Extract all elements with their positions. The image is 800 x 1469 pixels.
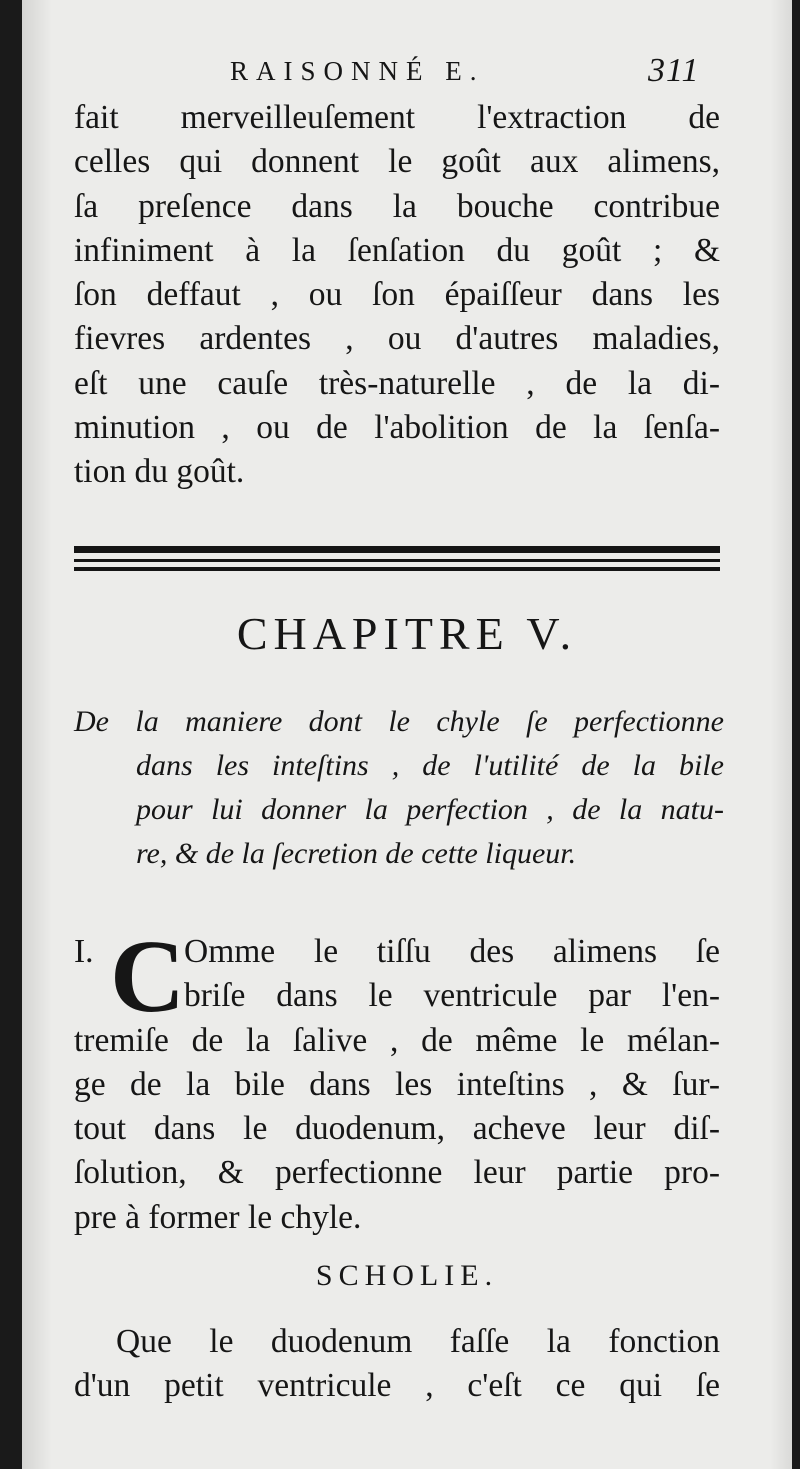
text-line: ge de la bile dans les inteſtins , & ſur- xyxy=(74,1065,720,1103)
text-line: tout dans le duodenum, acheve leur diſ- xyxy=(74,1110,720,1148)
text-line: Omme le tiſſu des alimens ſe xyxy=(184,933,720,970)
scholie-paragraph xyxy=(74,1320,720,1409)
text-line: ſon deffaut , ou ſon épaiſſeur dans les xyxy=(74,276,720,314)
scholie-heading: SCHOLIE. xyxy=(315,1259,499,1292)
book-page xyxy=(22,0,792,1469)
divider-thin-line xyxy=(74,567,720,571)
chapter-heading: CHAPITRE V. xyxy=(236,608,578,659)
text-line: celles qui donnent le goût aux alimens, xyxy=(74,143,720,181)
text-line: fievres ardentes , ou d'autres maladies, xyxy=(74,320,720,358)
text-line: Que le duodenum faſſe la fonction xyxy=(116,1323,720,1360)
text-line: briſe dans le ventricule par l'en- xyxy=(184,977,720,1015)
paragraph-continued xyxy=(74,96,720,495)
text-line: pre à former le chyle. xyxy=(74,1198,362,1236)
drop-capital: C xyxy=(110,919,186,1034)
text-line: ſa preſence dans la bouche contribue xyxy=(74,187,720,225)
summary-line: pour lui donner la perfection , de la natu- xyxy=(136,793,724,826)
text-line: tremiſe de la ſalive , de même le mélan- xyxy=(74,1021,720,1059)
section-number: I. xyxy=(74,933,94,970)
text-line: d'un petit ventricule , c'eſt ce qui ſe xyxy=(74,1367,720,1405)
chapter-divider-rule xyxy=(74,546,720,572)
text-line: eſt une cauſe très-naturelle , de la di- xyxy=(74,364,720,402)
text-line: infiniment à la ſenſation du goût ; & xyxy=(74,231,720,269)
section-paragraph xyxy=(74,919,720,1240)
summary-line: De la maniere dont le chyle ſe perfectionne xyxy=(74,705,724,738)
text-line: minution , ou de l'abolition de la ſenſa- xyxy=(74,409,720,447)
divider-thick-line xyxy=(74,546,720,553)
text-line: tion du goût. xyxy=(74,453,245,491)
text-line: fait merveilleuſement l'extraction de xyxy=(74,99,720,136)
divider-thin-line xyxy=(74,559,720,562)
chapter-summary xyxy=(74,700,724,876)
text-line: ſolution, & perfectionne leur partie pro- xyxy=(74,1154,720,1192)
summary-line: re, & de la ſecretion de cette liqueur. xyxy=(136,837,577,870)
page-number: 311 xyxy=(648,52,700,89)
running-head xyxy=(22,52,792,96)
summary-line: dans les inteſtins , de l'utilité de la bile xyxy=(136,749,724,782)
running-head-title: RAISONNÉ E. xyxy=(230,56,485,86)
